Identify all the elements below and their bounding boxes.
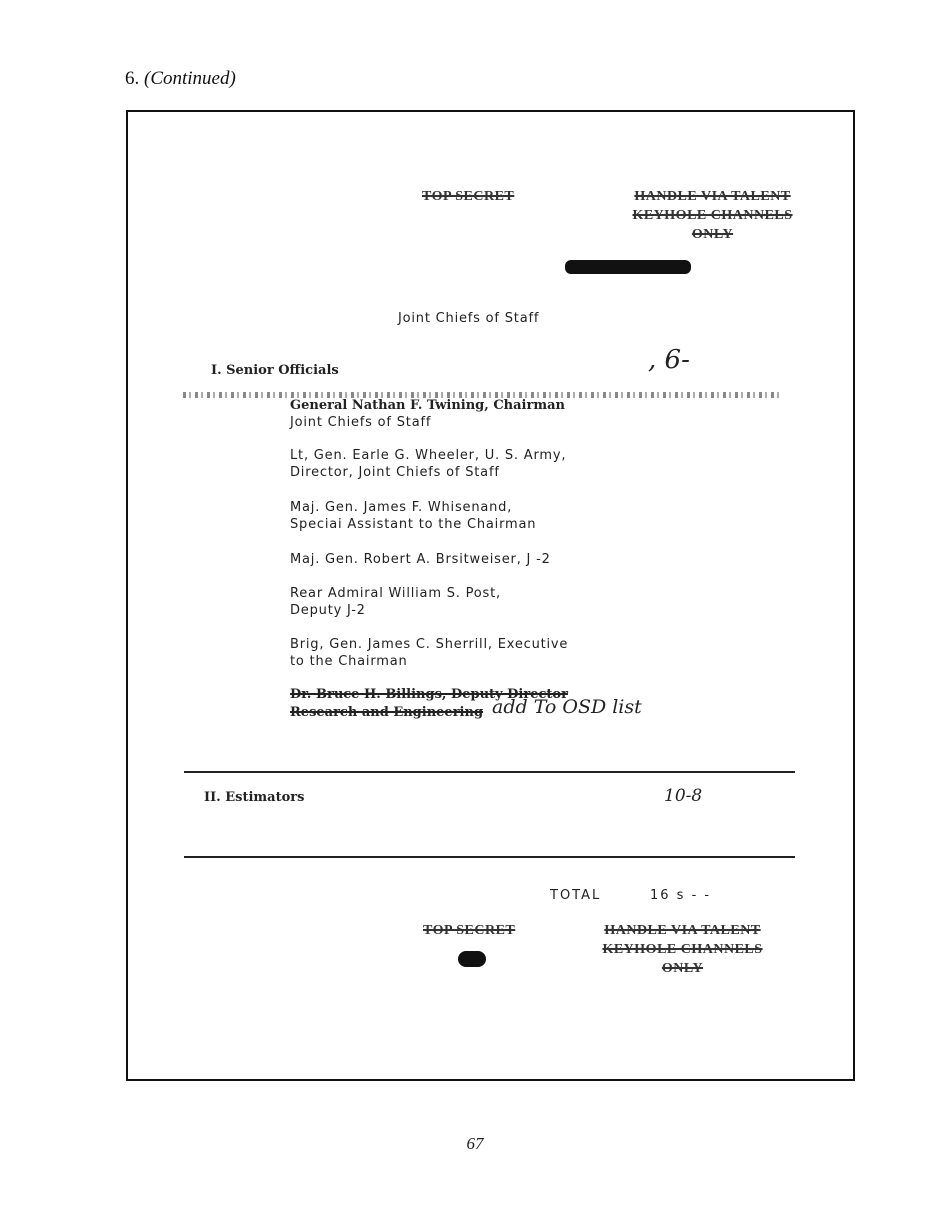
classification-stamp-bottom: TOP SECRET bbox=[423, 923, 516, 938]
struck-entry: Dr. Bruce H. Billings, Deputy Director Research and Engineering bbox=[290, 687, 568, 720]
page-heading bbox=[125, 68, 236, 90]
total-value: 16 s - - bbox=[650, 888, 712, 903]
entry-3: Maj. Gen. James F. Whisenand, Speciai Assistant to the Chairman bbox=[290, 500, 537, 532]
handling-line-1-bottom: HANDLE VIA TALENT bbox=[604, 923, 761, 938]
heading-number: 6. bbox=[125, 68, 140, 89]
entry-5: Rear Admiral William S. Post, Deputy J-2 bbox=[290, 586, 501, 618]
org-title: Joint Chiefs of Staff bbox=[398, 311, 540, 326]
redaction-mark-bottom bbox=[458, 951, 486, 967]
handling-line-3-bottom: ONLY bbox=[661, 961, 704, 976]
handling-stamp-bottom bbox=[590, 921, 775, 978]
entry-4: Maj. Gen. Robert A. Brsitweiser, J -2 bbox=[290, 552, 551, 567]
entry-1: General Nathan F. Twining, Chairman Joint Chiefs of Staff bbox=[290, 398, 565, 430]
divider-top bbox=[184, 771, 795, 773]
total-label: TOTAL bbox=[550, 888, 602, 903]
section-estimators-title: II. Estimators bbox=[204, 790, 305, 805]
heading-label: (Continued) bbox=[144, 68, 236, 89]
section-estimators-count: 10-8 bbox=[664, 786, 703, 806]
classification-stamp-top: TOP SECRET bbox=[422, 189, 515, 204]
divider-bottom bbox=[184, 856, 795, 858]
handling-line-2-bottom: KEYHOLE CHANNELS bbox=[602, 942, 763, 957]
section-senior-officials-title: I. Senior Officials bbox=[211, 363, 339, 378]
handling-stamp-top bbox=[620, 187, 805, 244]
redaction-mark bbox=[565, 260, 691, 274]
entry-6: Brig, Gen. James C. Sherrill, Executive to the Chairman bbox=[290, 637, 569, 669]
handling-line-1: HANDLE VIA TALENT bbox=[634, 189, 791, 204]
handwritten-annotation: add To OSD list bbox=[492, 696, 642, 718]
entry-2: Lt, Gen. Earle G. Wheeler, U. S. Army, Director, Joint Chiefs of Staff bbox=[290, 448, 567, 480]
section-senior-count: , 6- bbox=[648, 345, 690, 375]
handling-line-3: ONLY bbox=[691, 227, 734, 242]
handling-line-2: KEYHOLE CHANNELS bbox=[632, 208, 793, 223]
page-number: 67 bbox=[466, 1134, 484, 1153]
